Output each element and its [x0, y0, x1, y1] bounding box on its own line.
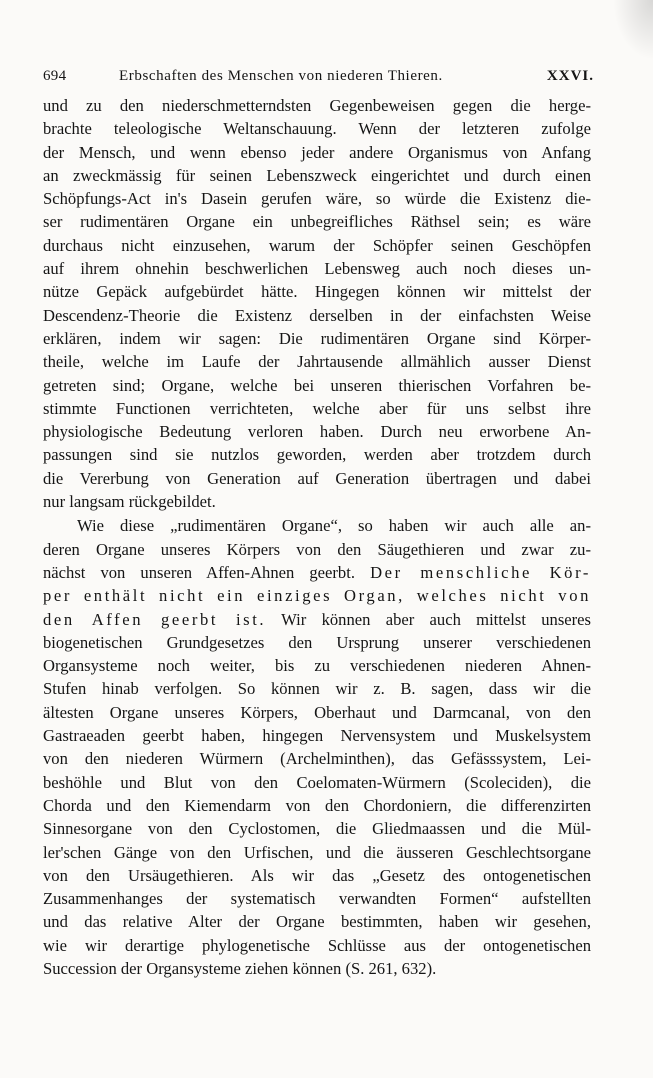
text-line: wie wir derartige phylogenetische Schlüsse aus der ontogenetischen	[43, 935, 591, 955]
text-line: der Mensch, und wenn ebenso jeder andere Organismus von Anfang	[43, 142, 591, 162]
text-line: an zweckmässig für seinen Lebenszweck eingerichtet und durch einen	[43, 165, 591, 185]
text-line: passungen sind sie nutzlos geworden, werden aber trotzdem durch	[43, 445, 591, 465]
text-line	[43, 608, 591, 631]
text-line: nütze Gepäck aufgebürdet hätte. Hingegen können wir mittelst der	[43, 282, 591, 302]
text-line: Organsysteme noch weiter, bis zu verschiedenen niederen Ahnen-	[43, 656, 591, 676]
text-line: Chorda und den Kiemendarm von den Chordoniern, die differenzirten	[43, 795, 591, 815]
text-line: von den niederen Würmern (Archelminthen), das Gefässsystem, Lei-	[43, 749, 591, 769]
text-line: theile, welche im Laufe der Jahrtausende allmählich ausser Dienst	[43, 352, 591, 372]
text-segment: nächst von unseren Affen-Ahnen geerbt.	[43, 562, 355, 582]
text-line: erklären, indem wir sagen: Die rudimentären Organe sind Körper-	[43, 328, 591, 348]
text-line: ler'schen Gänge von den Urfischen, und die äusseren Geschlechtsorgane	[43, 842, 591, 862]
text-line: deren Organe unseres Körpers von den Säugethieren und zwar zu-	[43, 539, 591, 559]
text-line: Zusammenhanges der systematisch verwandten Formen“ aufstellten	[43, 889, 591, 909]
text-line: Gastraeaden geerbt haben, hingegen Nervensystem und Muskelsystem	[43, 726, 591, 746]
paragraph-2	[43, 514, 591, 980]
page-edge-shadow	[613, 0, 653, 60]
text-line: die Vererbung von Generation auf Generation übertragen und dabei	[43, 468, 591, 488]
chapter-number: XXVI.	[546, 68, 594, 84]
text-line: beshöhle und Blut von den Coelomaten-Würmern (Scoleciden), die	[43, 772, 591, 792]
paragraph-1	[43, 94, 591, 513]
text-line: ältesten Organe unseres Körpers, Oberhaut und Darmcanal, von den	[43, 702, 591, 722]
text-line	[43, 561, 591, 584]
text-line: von den Ursäugethieren. Als wir das „Gesetz des ontogenetischen	[43, 865, 591, 885]
text-line: nur langsam rückgebildet.	[43, 492, 216, 512]
text-line: brachte teleologische Weltanschauung. Wenn der letzteren zufolge	[43, 119, 591, 139]
emphasized-text: den Affen geerbt ist.	[43, 609, 267, 629]
text-line: getreten sind; Organe, welche bei unseren thierischen Vorfahren be-	[43, 375, 591, 395]
text-line: auf ihrem ohnehin beschwerlichen Lebensweg auch noch dieses un-	[43, 259, 591, 279]
text-line: physiologische Bedeutung verloren haben. Durch neu erworbene An-	[43, 422, 591, 442]
text-line: Descendenz-Theorie die Existenz derselben in der einfachsten Weise	[43, 305, 591, 325]
text-line: und das relative Alter der Organe bestimmten, haben wir gesehen,	[43, 912, 591, 932]
text-line: Stufen hinab verfolgen. So können wir z. B. sagen, dass wir die	[43, 679, 591, 699]
emphasized-text-line: per enthält nicht ein einziges Organ, welches nicht von	[43, 586, 591, 606]
text-line: stimmte Functionen verrichteten, welche aber für uns selbst ihre	[43, 398, 591, 418]
text-line: Succession der Organsysteme ziehen können (S. 261, 632).	[43, 958, 437, 978]
text-line: durchaus nicht einzusehen, warum der Schöpfer seinen Geschöpfen	[43, 235, 591, 255]
text-line: biogenetischen Grundgesetzes den Ursprung unserer verschiedenen	[43, 632, 591, 652]
text-line: Sinnesorgane von den Cyclostomen, die Gliedmaassen und die Mül-	[43, 819, 591, 839]
text-line: ser rudimentären Organe ein unbegreifliches Räthsel sein; es wäre	[43, 212, 591, 232]
page-number: 694	[43, 68, 67, 84]
text-line: und zu den niederschmetterndsten Gegenbeweisen gegen die herge-	[43, 96, 591, 115]
emphasized-text: Der menschliche Kör-	[370, 562, 591, 582]
book-page	[43, 64, 594, 980]
text-line: Wie diese „rudimentären Organe“, so haben wir auch alle an-	[77, 516, 591, 536]
running-title: Erbschaften des Menschen von niederen Thieren.	[119, 68, 443, 84]
text-line: Schöpfungs-Act in's Dasein gerufen wäre, so würde die Existenz die-	[43, 189, 591, 209]
running-header	[43, 64, 594, 94]
text-segment: Wir können aber auch mittelst unseres	[281, 609, 591, 629]
